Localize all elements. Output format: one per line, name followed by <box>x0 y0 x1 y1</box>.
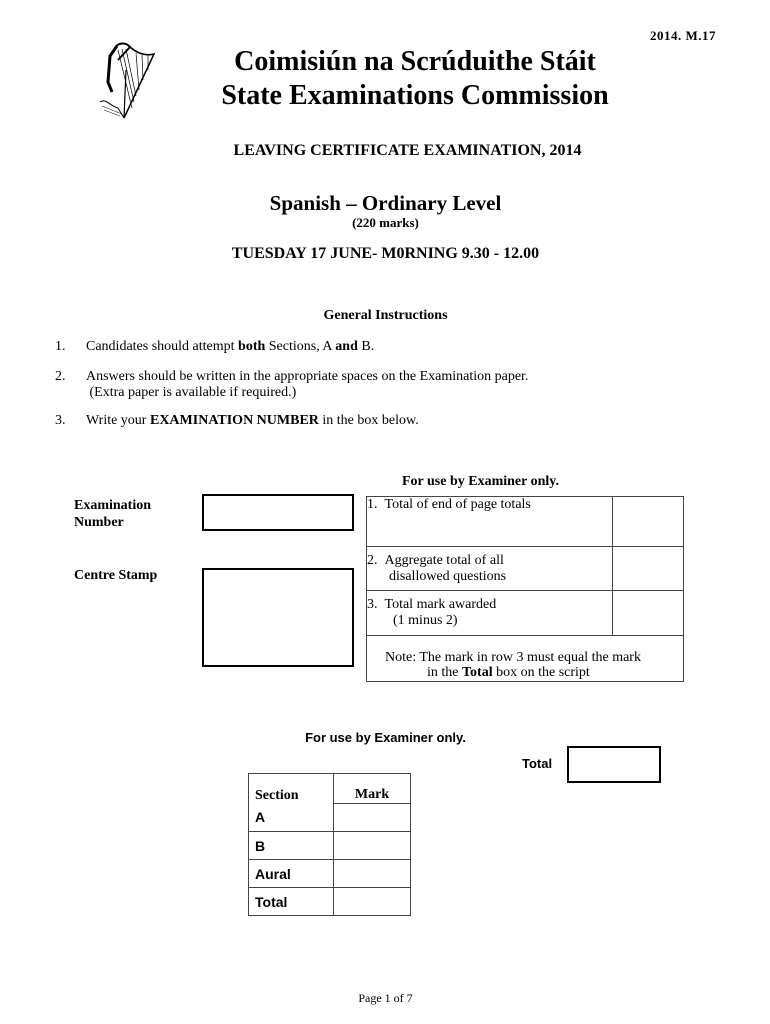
examiner-totals-table <box>366 496 684 682</box>
section-marks-table <box>248 773 411 916</box>
exam-name: LEAVING CERTIFICATE EXAMINATION, 2014 <box>233 142 582 159</box>
section-mark-cell[interactable] <box>334 888 411 916</box>
exam-number-box[interactable] <box>202 494 354 531</box>
exam-number-label: Examination Number <box>74 498 152 530</box>
table-row: Total <box>249 888 411 916</box>
examiner-mark-cell[interactable] <box>613 547 684 591</box>
total-label: Total <box>522 756 553 771</box>
centre-stamp-box[interactable] <box>202 568 354 667</box>
paper-reference: 2014. M.17 <box>649 28 716 43</box>
total-box[interactable] <box>567 746 661 783</box>
examiner-mark-cell[interactable] <box>613 497 684 547</box>
table-row: A <box>249 804 411 832</box>
examiner-mark-cell[interactable] <box>613 591 684 636</box>
table-row: B <box>249 832 411 860</box>
column-header-mark: Mark <box>334 774 411 804</box>
section-mark-cell[interactable] <box>334 860 411 888</box>
section-mark-cell[interactable] <box>334 804 411 832</box>
table-row: 1. Total of end of page totals <box>367 497 684 547</box>
column-header-section: Section <box>249 774 334 804</box>
centre-stamp-label: Centre Stamp <box>74 568 158 583</box>
table-row <box>249 774 411 804</box>
examiner-note: Note: The mark in row 3 must equal the mark in the Total box on the script <box>367 636 684 682</box>
instructions-heading: General Instructions <box>323 308 448 323</box>
section-mark-cell[interactable] <box>334 832 411 860</box>
title-english: State Examinations Commission <box>221 80 609 111</box>
subject-title: Spanish – Ordinary Level <box>269 191 502 215</box>
table-row: 3. Total mark awarded (1 minus 2) <box>367 591 684 636</box>
page-number: Page 1 of 7 <box>358 991 413 1005</box>
table-row: 2. Aggregate total of all disallowed questions <box>367 547 684 591</box>
examiner-heading-2: For use by Examiner only. <box>305 730 466 745</box>
table-row <box>367 636 684 682</box>
examiner-heading: For use by Examiner only. <box>402 474 560 489</box>
title-irish: Coimisiún na Scrúduithe Stáit <box>234 46 596 77</box>
exam-date-time: TUESDAY 17 JUNE- M0RNING 9.30 - 12.00 <box>231 245 540 262</box>
marks-total: (220 marks) <box>352 215 419 230</box>
table-row: Aural <box>249 860 411 888</box>
